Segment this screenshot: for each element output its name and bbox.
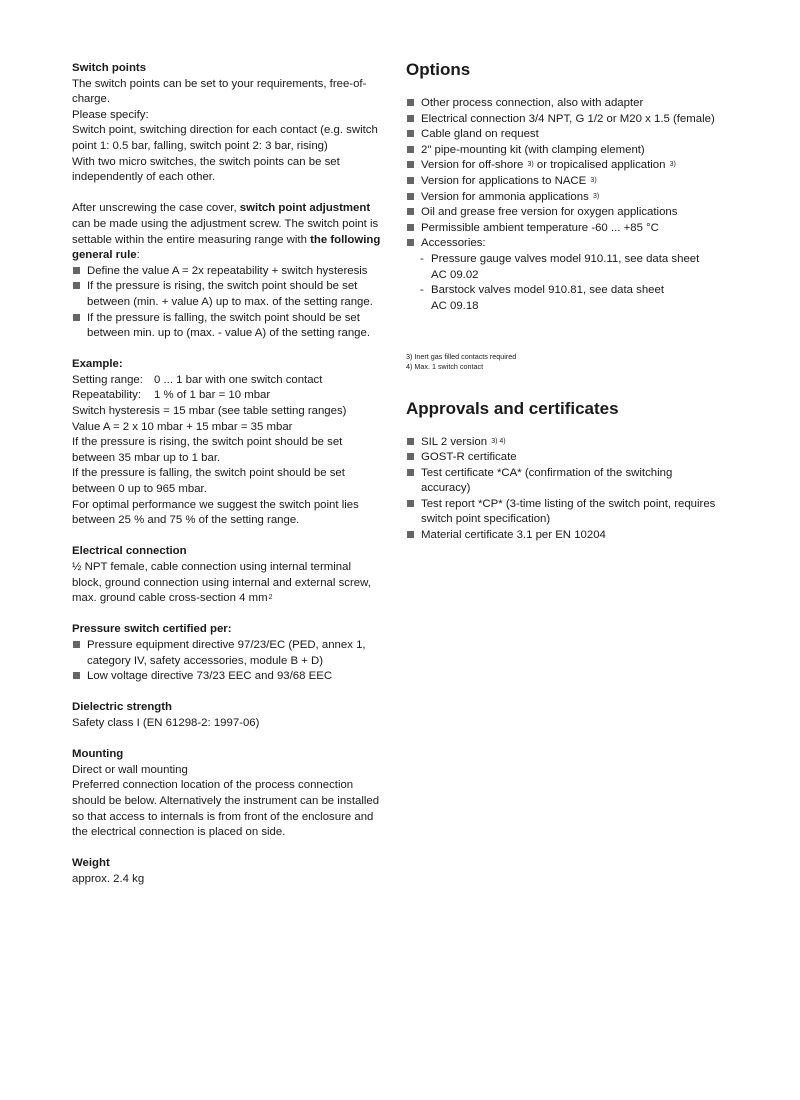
list-item-text: Test certificate *CA* (confirmation of the switching [421,466,673,479]
list-item [406,205,746,221]
label: Setting range: [72,373,143,386]
list-item [72,279,390,310]
options-list [406,96,746,252]
dielectric-section [72,700,390,731]
certified-heading: Pressure switch certified per: [72,623,232,636]
superscript: 2 [268,594,273,602]
body-line: With two micro switches, the switch points can be set [72,155,340,168]
list-item-text: accuracy) [421,482,471,495]
body-line: Value A = 2 x 10 mbar + 15 mbar = 35 mbar [72,420,293,433]
body-line: Direct or wall mounting [72,763,188,776]
body-line: should be below. Alternatively the instrument can be installed [72,794,380,807]
approvals-heading: Approvals and certificates [406,398,619,418]
list-item [406,236,746,252]
list-item-text: Permissible ambient temperature -60 ... +85 °C [421,221,659,234]
list-item [72,311,390,342]
accessory-item [406,252,746,283]
bullet-square-icon [407,239,414,246]
list-item [406,528,746,544]
list-item-text: category IV, safety accessories, module B + D) [87,654,324,667]
bullet-square-icon [73,641,80,648]
bullet-square-icon [73,282,80,289]
body-line: Switch point, switching direction for each contact (e.g. switch [72,124,378,137]
list-item [406,497,746,528]
bold-text: the following [310,233,381,246]
list-item-text: between min. up to (max. - value A) of the setting range. [87,327,371,340]
footnote: 4) Max. 1 switch contact [406,361,484,371]
bullet-square-icon [407,453,414,460]
example-heading: Example: [72,358,123,371]
dash-marker: - [420,252,424,265]
list-item-text: Low voltage directive 73/23 EEC and 93/68 EEC [87,670,333,683]
list-item-text: If the pressure is falling, the switch point should be set [87,311,360,324]
footnotes [406,352,746,371]
weight-heading: Weight [72,857,110,870]
footnote-ref: 3) [592,192,600,200]
list-item-text: Pressure equipment directive 97/23/EC (PED, annex 1, [87,638,366,651]
body-line: independently of each other. [72,171,216,184]
bullet-square-icon [73,672,80,679]
bold-text: switch point adjustment [239,202,371,215]
list-item-text: SIL 2 version [421,435,491,448]
mounting-heading: Mounting [72,748,124,761]
list-item-text: between (min. + value A) up to max. of the setting range. [87,295,373,308]
list-item-text: switch point specification) [421,513,551,526]
list-item [406,221,746,237]
body-line [72,233,390,249]
body-line: Switch hysteresis = 15 mbar (see table setting ranges) [72,405,347,418]
text: max. ground cable cross-section 4 mm [72,592,268,605]
body-line: between 25 % and 75 % of the setting range. [72,514,300,527]
body-line: If the pressure is falling, the switch point should be set [72,467,345,480]
list-item-text: or tropicalised application [533,159,669,172]
footnote: 3) Inert gas filled contacts required [406,352,517,362]
accessory-item [406,283,746,314]
body-line [72,201,390,217]
adjustment-section [72,201,390,341]
accessory-text: Barstock valves model 910.81, see data sheet [431,284,665,297]
list-item [72,264,390,280]
body-line: point 1: 0.5 bar, falling, switch point 2: 3 bar, rising) [72,139,328,152]
weight-section [72,856,390,887]
list-item [406,143,746,159]
list-item-text: Test report *CP* (3-time listing of the switch point, requires [421,497,716,510]
bullet-square-icon [407,99,414,106]
example-section [72,357,390,529]
body-line [72,388,390,404]
accessory-text: AC 09.02 [431,268,479,281]
body-line: charge. [72,93,110,106]
bullet-square-icon [407,500,414,507]
list-item [406,466,746,497]
footnote-ref: 3) [590,176,597,184]
body-line: approx. 2.4 kg [72,872,145,885]
body-line: Safety class I (EN 61298-2: 1997-06) [72,716,260,729]
body-line: block, ground connection using internal and external screw, [72,576,371,589]
list-item-text: 2" pipe-mounting kit (with clamping element) [421,143,645,156]
list-item-text: Version for applications to NACE [421,174,590,187]
body-line: between 0 up to 965 mbar. [72,483,207,496]
list-item-text: Material certificate 3.1 per EN 10204 [421,529,606,542]
bullet-square-icon [407,208,414,215]
body-line: can be made using the adjustment screw. The switch point is [72,217,379,230]
bullet-square-icon [73,314,80,321]
list-item-text: Define the value A = 2x repeatability + switch hysteresis [87,264,368,277]
electrical-heading: Electrical connection [72,545,187,558]
approvals-section [406,398,746,544]
footnote-ref: 3) 4) [491,437,506,445]
certified-section [72,622,390,684]
bullet-square-icon [407,193,414,200]
list-item-text: Cable gland on request [421,128,539,141]
list-item [406,158,746,174]
bullet-square-icon [407,146,414,153]
list-item-text: GOST-R certificate [421,451,517,464]
body-line: For optimal performance we suggest the switch point lies [72,498,359,511]
list-item [406,190,746,206]
label: Repeatability: [72,389,142,402]
approvals-list [406,435,746,544]
list-item-text: Version for off-shore [421,159,527,172]
footnote-ref: 3) [669,161,676,169]
body-line [72,373,390,389]
list-item-text: Accessories: [421,237,486,250]
list-item-text: If the pressure is rising, the switch point should be set [87,280,358,293]
left-column [72,61,390,903]
list-item [406,450,746,466]
list-item [72,669,390,685]
body-line [72,591,390,607]
body-line: Please specify: [72,108,149,121]
switch-points-section [72,61,390,186]
text: : [136,249,140,262]
list-item-text: Oil and grease free version for oxygen applications [421,206,678,219]
accessory-text: AC 09.18 [431,299,479,312]
bullet-square-icon [73,267,80,274]
body-line: If the pressure is rising, the switch point should be set [72,436,343,449]
body-line: The switch points can be set to your requirements, free-of- [72,77,367,90]
bullet-square-icon [407,161,414,168]
mounting-section [72,747,390,841]
bold-text: general rule [72,249,137,262]
bullet-square-icon [407,177,414,184]
list-item [406,96,746,112]
value: 1 % of 1 bar = 10 mbar [154,389,271,402]
list-item [406,435,746,451]
text: After unscrewing the case cover, [72,202,240,215]
list-item [406,174,746,190]
accessory-text: Pressure gauge valves model 910.11, see data sheet [431,252,700,265]
rule-list [72,264,390,342]
options-heading: Options [406,60,471,79]
bullet-square-icon [407,130,414,137]
footnote-ref: 3) [527,161,534,169]
electrical-connection-section [72,544,390,606]
body-line [72,248,390,264]
list-item [406,112,746,128]
text: settable within the entire measuring range with [72,233,311,246]
list-item-text: Version for ammonia applications [421,190,592,203]
right-column [406,59,746,544]
value: 0 ... 1 bar with one switch contact [154,373,323,386]
body-line: Preferred connection location of the process connection [72,779,354,792]
list-item-text: Electrical connection 3/4 NPT, G 1/2 or M20 x 1.5 (female) [421,112,715,125]
bullet-square-icon [407,469,414,476]
bullet-square-icon [407,438,414,445]
list-item [72,638,390,669]
certified-list [72,638,390,685]
body-line: the electrical connection is placed on side. [72,826,286,839]
list-item [406,127,746,143]
bullet-square-icon [407,531,414,538]
dash-marker: - [420,284,424,297]
switch-points-heading: Switch points [72,62,147,74]
bullet-square-icon [407,224,414,231]
options-section [406,59,746,314]
list-item-text: Other process connection, also with adapter [421,97,644,109]
bullet-square-icon [407,115,414,122]
body-line: so that access to internals is from front of the enclosure and [72,810,374,823]
body-line: between 35 mbar up to 1 bar. [72,451,221,464]
dielectric-heading: Dielectric strength [72,701,173,714]
body-line: ½ NPT female, cable connection using internal terminal [72,561,352,573]
